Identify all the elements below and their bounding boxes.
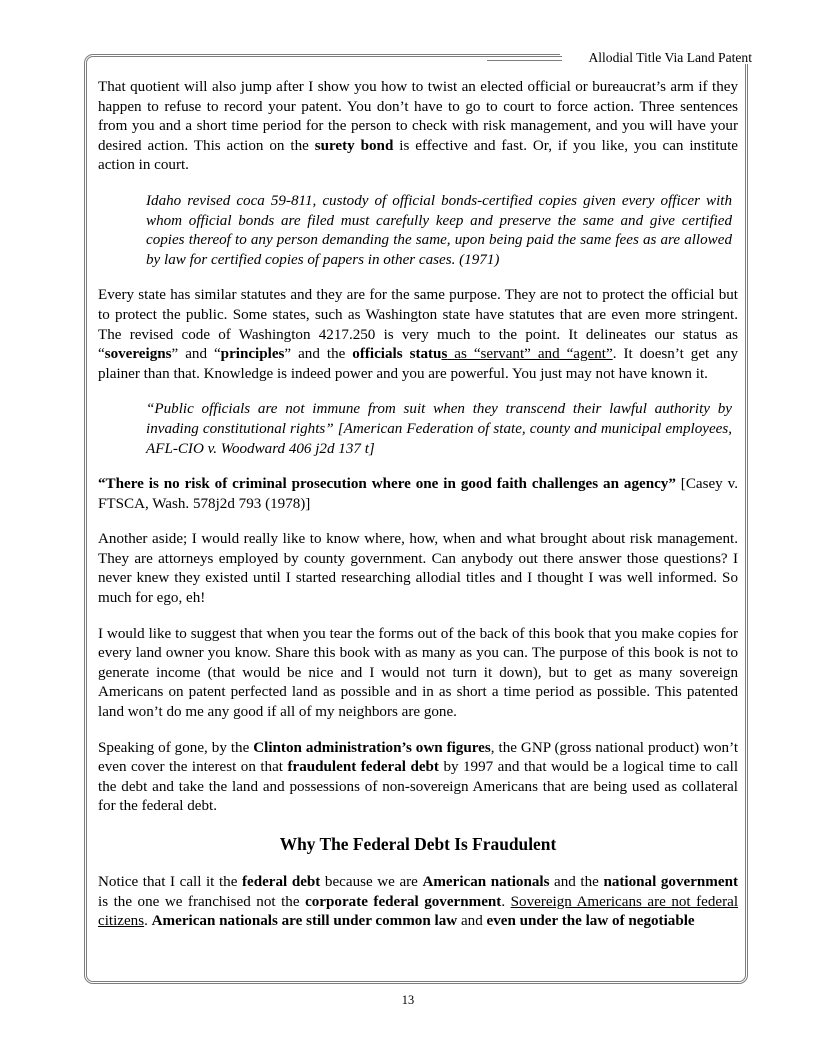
emphasis-officials-status: officials statu [352,346,442,363]
emphasis-federal-debt: federal debt [241,874,321,890]
blockquote-idaho-statute: Idaho revised coca 59-811, custody of official bonds-certified copies given every officer with whom official bonds are filed must carefully keep and preserve the same and give certified copies thereof to any person demanding the same, upon being paid the same fees as are allowed by law for certified copies of papers in other cases. (1971) [146,192,732,268]
emphasis-principles: principles [220,346,285,363]
paragraph-every-state: Every state has similar statutes and they are for the same purpose. They are not to protect the official but to protect the public. Some states, such as Washington state have statutes that are even more stringent. The revised code of Washington 4217.250 is very much to the point. It delineates our status as “sovereigns” and “principles” and the officials status as “servant” and “agent”. It doesn’t get any plainer than that. Knowledge is indeed power and you are powerful. You just may not have known it. [98,287,738,382]
emphasis-fraudulent-federal-debt: fraudulent federal debt [287,759,439,776]
paragraph-notice-federal-debt: Notice that I call it the federal debt because we are American nationals and the national government is the one we franchised not the corporate federal government. Sovereign Americans are not federal citizens. American nationals are still under common law and even under the law of negotiable [98,874,739,930]
header-decorative-rule [487,56,562,61]
emphasis-law-of-negotiable: even under the law of negotiable [486,913,695,930]
underline-sovereign-americans-not-federal-citizens: Sovereign Americans are not federal citizens [98,893,739,930]
emphasis-corporate-federal-government: corporate federal government [305,893,502,910]
page-number: 13 [401,993,415,1007]
emphasis-still-under-common-law: American nationals are still under common law [151,913,458,930]
paragraph-casey-quote: “There is no risk of criminal prosecution where one in good faith challenges an agency” [Casey v. FTSCA, Wash. 578j2d 793 (1978)] [98,476,738,512]
paragraph-speaking-of-gone: Speaking of gone, by the Clinton administration’s own figures, the GNP (gross national product) won’t even cover the interest on that fraudulent federal debt by 1997 and that would be a logical time to call the debt and take the land and possessions of non-sovereign Americans that are being used as collateral for the federal debt. [98,739,739,815]
emphasis-surety-bond: surety bond [314,137,394,154]
blockquote-public-officials: “Public officials are not immune from suit when they transcend their lawful authority by invading constitutional rights” [American Federation of state, county and municipal employees, AFL-CIO v. Woodward 406 j2d 137 t] [146,401,732,457]
paragraph-suggest-copies: I would like to suggest that when you tear the forms out of the back of this book that you make copies for every land owner you know. Share this book with as many as you can. The purpose of this book is not to generate income (that would be nice and I would not turn it down), but to get as many sovereign Americans on patent perfected land as possible and in as short a time period as possible. This patented land won’t do me any good if all of my neighbors are gone. [98,625,738,721]
emphasis-clinton-figures: Clinton administration’s own figures [253,739,491,756]
underline-servant-agent: as “servant” and “agent” [447,346,613,363]
paragraph-quotient: That quotient will also jump after I show you how to twist an elected official or bureaucrat’s arm if they happen to refuse to record your patent. You don’t have to go to court to force action. Three sentences from you and a short time period for the person to check with risk management, and you will have your desired action. This action on the surety bond is effective and fast. Or, if you like, you can institute action in court. [98,79,738,174]
emphasis-officials-status-underline: s [441,346,448,363]
emphasis-no-risk-quote: “There is no risk of criminal prosecution where one in good faith challenges an agency” [98,476,676,493]
emphasis-american-nationals: American nationals [422,874,550,890]
paragraph-another-aside: Another aside; I would really like to know where, how, when and what brought about risk management. They are attorneys employed by county government. Can anybody out there answer those questions? I never knew they existed until I started researching allodial titles and I thought I was well informed. So much for ego, eh! [98,531,738,607]
document-text-column [96,62,744,976]
emphasis-sovereigns: sovereigns [104,346,172,363]
section-heading-why-federal-debt-is-fraudulent: Why The Federal Debt Is Fraudulent [279,834,557,854]
running-header: Allodial Title Via Land Patent [588,50,752,65]
emphasis-national-government: national government [603,874,738,890]
